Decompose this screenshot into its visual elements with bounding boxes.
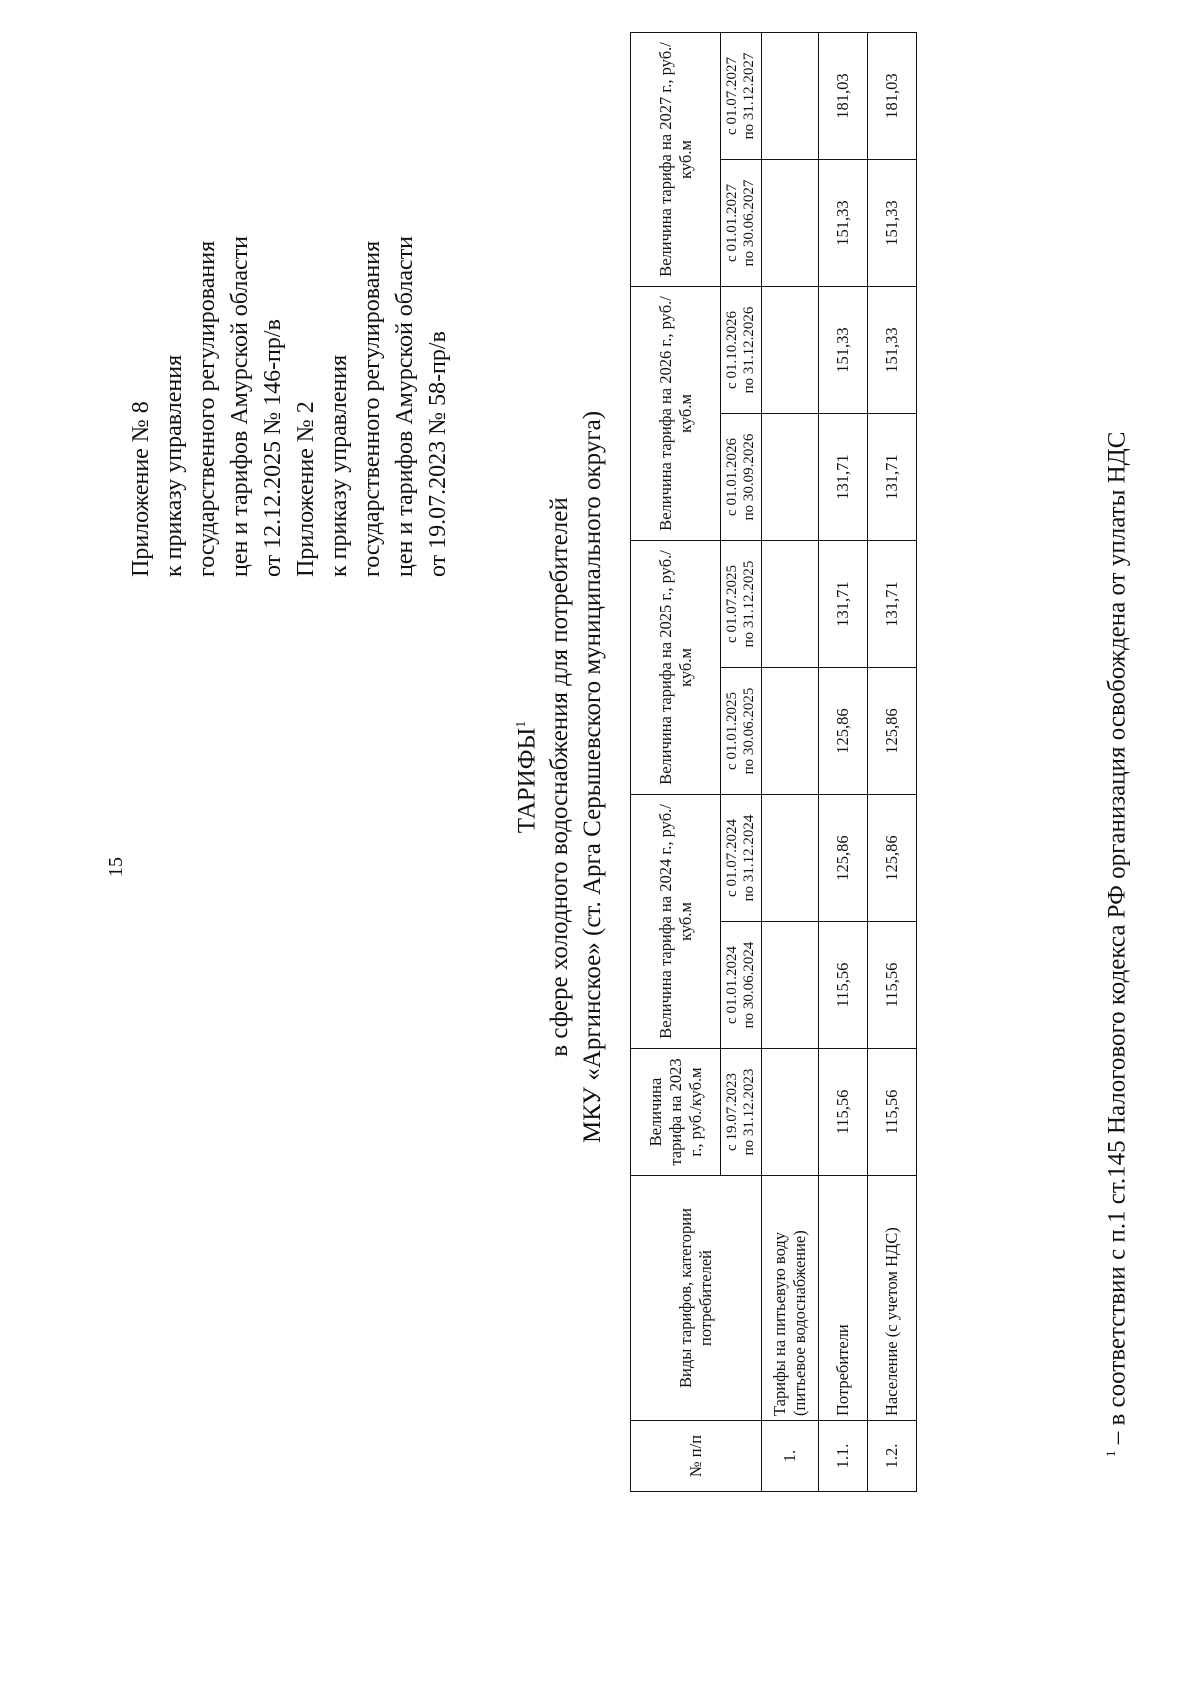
value-cell: 115,56: [868, 922, 917, 1049]
appendix-8-reference: [125, 236, 290, 577]
tariff-table: [630, 32, 917, 1492]
row-num: 1.1.: [819, 1421, 868, 1492]
footnote-mark: 1: [1103, 1450, 1118, 1457]
title-heading: ТАРИФЫ$^1$: [513, 720, 541, 834]
period-cell: с 01.01.2024 по 30.06.2024: [721, 922, 762, 1049]
value-cell: 151,33: [819, 287, 868, 414]
value-cell: 151,33: [868, 160, 917, 287]
value-cell: 125,86: [868, 795, 917, 922]
header-year-2025: Величина тарифа на 2025 г., руб./куб.м: [631, 541, 721, 795]
header-year-2026: Величина тарифа на 2026 г., руб./куб.м: [631, 287, 721, 541]
value-cell: 125,86: [819, 795, 868, 922]
appendix-line: государственного регулирования: [359, 240, 385, 577]
period-cell: с 01.01.2026 по 30.09.2026: [721, 414, 762, 541]
appendix-line: Приложение № 2: [293, 401, 319, 577]
page-number: 15: [105, 857, 127, 877]
period-cell: с 01.01.2027 по 30.06.2027: [721, 160, 762, 287]
period-cell: с 01.07.2025 по 31.12.2025: [721, 541, 762, 668]
title-organization: МКУ «Аргинское» (ст. Арга Серышевского муниципального округа): [579, 410, 607, 1144]
period-cell: с 01.07.2024 по 31.12.2024: [721, 795, 762, 922]
period-cell: с 01.10.2026 по 31.12.2026: [721, 287, 762, 414]
value-cell: 131,71: [819, 414, 868, 541]
title-subline: в сфере холодного водоснабжения для потребителей: [546, 497, 574, 1057]
footnote-text: – в соответствии с п.1 ст.145 Налогового кодекса РФ организация освобождена от уплаты НДС: [1103, 431, 1131, 1451]
value-cell: 151,33: [819, 160, 868, 287]
appendix-line: от 12.12.2025 № 146-пр/в: [260, 319, 286, 577]
row-num: 1.2.: [868, 1421, 917, 1492]
row-kind: Потребители: [819, 1176, 868, 1421]
value-cell: 115,56: [819, 922, 868, 1049]
value-cell: 125,86: [819, 668, 868, 795]
period-cell: с 01.07.2027 по 31.12.2027: [721, 33, 762, 160]
appendix-line: цен и тарифов Амурской области: [392, 235, 418, 577]
header-year-2023: Величина тарифа на 2023 г., руб./куб.м: [631, 1049, 721, 1176]
value-cell: 125,86: [868, 668, 917, 795]
appendix-line: цен и тарифов Амурской области: [227, 235, 253, 577]
document-title: [505, 227, 609, 1327]
table-header-row: [631, 33, 721, 1492]
header-num: № п/п: [631, 1421, 762, 1492]
row-kind: Население (с учетом НДС): [868, 1176, 917, 1421]
appendix-line: к приказу управления: [161, 354, 187, 577]
value-cell: 115,56: [819, 1049, 868, 1176]
value-cell: 131,71: [868, 541, 917, 668]
value-cell: 131,71: [868, 414, 917, 541]
period-cell: с 01.01.2025 по 30.06.2025: [721, 668, 762, 795]
value-cell: [762, 541, 819, 668]
value-cell: [762, 1049, 819, 1176]
value-cell: [762, 922, 819, 1049]
appendix-line: Приложение № 8: [128, 401, 154, 577]
value-cell: [762, 795, 819, 922]
value-cell: [762, 33, 819, 160]
appendix-line: государственного регулирования: [194, 240, 220, 577]
value-cell: 181,03: [819, 33, 868, 160]
value-cell: 151,33: [868, 287, 917, 414]
appendix-line: к приказу управления: [326, 354, 352, 577]
table-row: [762, 33, 819, 1492]
period-cell: с 19.07.2023 по 31.12.2023: [721, 1049, 762, 1176]
value-cell: 181,03: [868, 33, 917, 160]
header-year-2024: Величина тарифа на 2024 г., руб./куб.м: [631, 795, 721, 1049]
vat-footnote: [1103, 432, 1131, 1457]
value-cell: [762, 160, 819, 287]
table-row: [819, 33, 868, 1492]
footnote-marker: 1: [514, 720, 529, 728]
header-year-2027: Величина тарифа на 2027 г., руб./куб.м: [631, 33, 721, 287]
value-cell: 131,71: [819, 541, 868, 668]
row-num: 1.: [762, 1421, 819, 1492]
table-row: [868, 33, 917, 1492]
appendix-2-reference: [290, 236, 455, 577]
appendix-line: от 19.07.2023 № 58-пр/в: [425, 331, 451, 577]
row-kind: Тарифы на питьевую воду (питьевое водоснабжение): [762, 1176, 819, 1421]
value-cell: [762, 287, 819, 414]
header-kind: Виды тарифов, категории потребителей: [631, 1176, 762, 1421]
value-cell: [762, 414, 819, 541]
value-cell: [762, 668, 819, 795]
value-cell: 115,56: [868, 1049, 917, 1176]
